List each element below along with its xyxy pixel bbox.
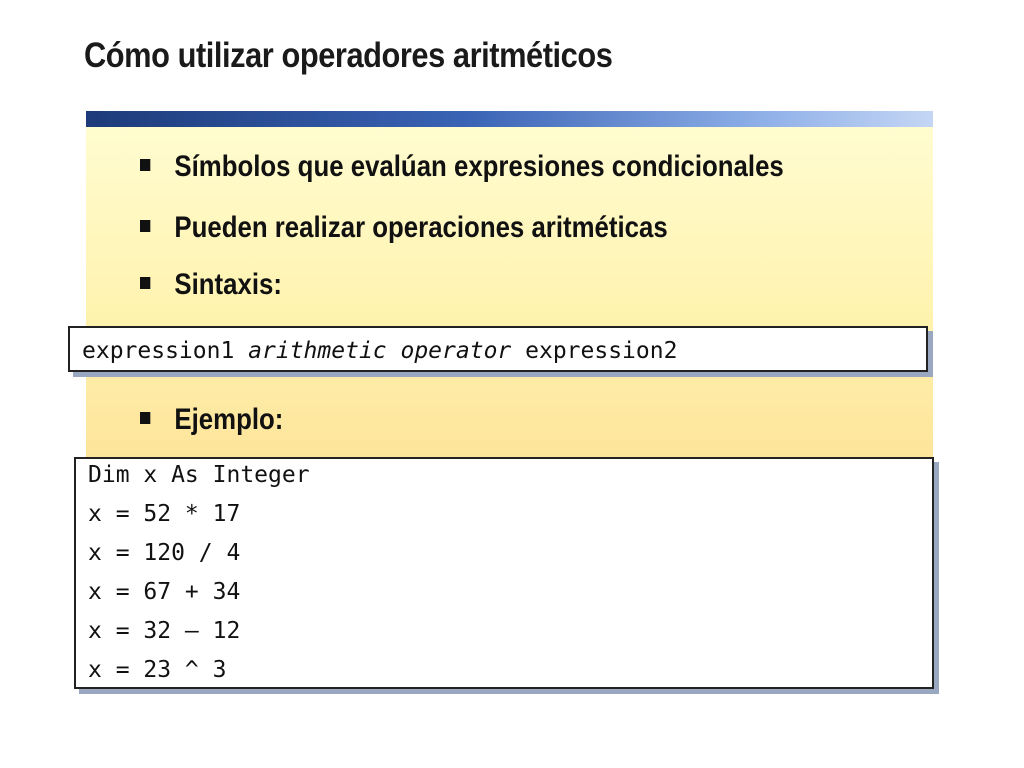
slide-title: Cómo utilizar operadores aritméticos bbox=[84, 36, 613, 75]
square-bullet-icon bbox=[140, 220, 150, 232]
square-bullet-icon bbox=[140, 159, 150, 171]
syntax-code-box bbox=[68, 326, 928, 372]
code-line: x = 67 + 34 bbox=[88, 579, 241, 605]
syntax-operator: arithmetic operator bbox=[248, 338, 512, 364]
bullet-item bbox=[140, 150, 784, 184]
code-line: x = 52 * 17 bbox=[88, 501, 241, 527]
syntax-expression2: expression2 bbox=[511, 338, 678, 364]
bullet-item bbox=[140, 268, 282, 302]
bullet-text: Sintaxis: bbox=[174, 268, 282, 301]
example-code-box bbox=[74, 457, 934, 689]
bullet-item bbox=[140, 403, 283, 437]
bullet-item bbox=[140, 211, 668, 245]
bullet-text: Símbolos que evalúan expresiones condicionales bbox=[174, 150, 784, 183]
title-underline-bar bbox=[86, 111, 933, 127]
code-line: x = 23 ^ 3 bbox=[88, 657, 227, 683]
syntax-expression1: expression1 bbox=[82, 338, 249, 364]
bullet-text: Ejemplo: bbox=[174, 403, 284, 436]
code-line: x = 120 / 4 bbox=[88, 540, 241, 566]
square-bullet-icon bbox=[140, 412, 150, 424]
code-line: Dim x As Integer bbox=[88, 462, 310, 488]
bullet-text: Pueden realizar operaciones aritméticas bbox=[174, 211, 668, 244]
square-bullet-icon bbox=[140, 277, 150, 289]
code-line: x = 32 – 12 bbox=[88, 618, 241, 644]
